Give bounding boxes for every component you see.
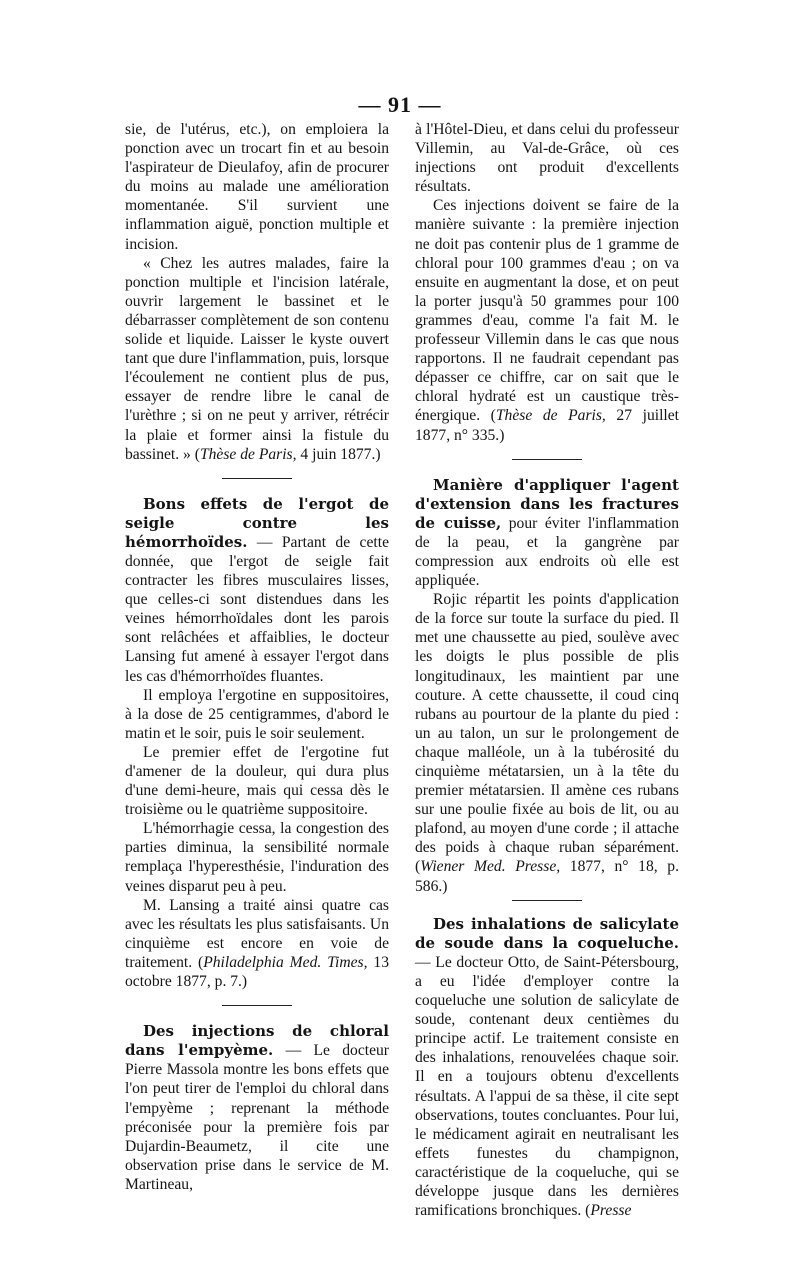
citation-source: Philadelphia Med. Times, [203, 953, 368, 971]
section-divider [512, 459, 582, 460]
citation-source: Presse [590, 1202, 632, 1220]
paragraph [125, 896, 389, 991]
paragraph [415, 196, 679, 444]
paragraph-text: Ces injections doivent se faire de la manière suivante : la première injection ne doit pas contenir plus de 1 gramme de chloral pour 100 grammes d'eau ; on va ensuite en augmentant la dose, et on peut la porter jusqu'à 50 grammes pour 100 grammes d'eau, comme l'a fait M. le professeur Villemin dans le cas que nous rapportons. Il ne faudrait cependant pas dépasser ce chiffre, car on sait que le chloral hydraté est un caustique très-énergique. ( [415, 197, 679, 425]
citation-date: 4 juin 1877.) [296, 445, 381, 463]
section-divider [222, 478, 292, 479]
section-divider [512, 900, 582, 901]
citation-source: Thèse de Paris, [199, 445, 297, 463]
citation-date: 13 octobre 1877, p. 7.) [125, 953, 389, 991]
article-title: Des inhalations de salicylate de soude dans la coqueluche. [415, 914, 679, 952]
article-extension [415, 476, 679, 591]
paragraph-text: M. Lansing a traité ainsi quatre cas avec les résultats les plus satisfaisants. Un cinquième est encore en voie de traitement. ( [125, 896, 389, 971]
article-salicylate [415, 915, 679, 1221]
paragraph: L'hémorrhagie cessa, la congestion des parties diminua, la sensibilité normale remplaça l'hyperesthésie, l'induration des veines disparut peu à peu. [125, 820, 389, 895]
section-divider [222, 1005, 292, 1006]
paragraph-text: Rojic répartit les points d'application de la force sur toute la surface du pied. Il met une chaussette au pied, soulève avec les doigts le plus possible de plis longitudinaux, les maintient par une couture. A cette chaussette, il coud cinq rubans au pourtour de la plante du pied : un au talon, un sur le prolongement de chaque malléole, un à la tubérosité du cinquième métatarsien, un à la tête du premier métatarsien. Il amène ces rubans sur une poulie fixée au bois de lit, ou au plafond, au moyen d'une corde ; il attache des poids à chaque ruban séparément. ( [415, 591, 679, 876]
right-column [415, 120, 679, 1220]
article-text: — Le docteur Otto, de Saint-Pétersbourg, a eu l'idée d'employer contre la coqueluche une solution de salicylate de soude, contenant deux centièmes du principe actif. Le traitement consiste en des inhalations, renouvelées chaque soir. Il en a toujours obtenu d'excellents résultats. A l'appui de sa thèse, il cite sept observations, toutes concluantes. Pour lui, le médicament agirait en neutralisant les effets funestes du champignon, caractéristique de la coqueluche, qui se développe jusque dans les dernières ramifications bronchiques. ( [415, 953, 679, 1220]
paragraph: sie, de l'utérus, etc.), on emploiera la ponction avec un trocart fin et au besoin l'aspirateur de Dieulafoy, afin de procurer du moins au malade une amélioration momentanée. S'il survient une inflammation aiguë, ponction multiple et incision. [125, 121, 389, 253]
article-chloral [125, 1022, 389, 1194]
paragraph: Il employa l'ergotine en suppositoires, à la dose de 25 centigrammes, d'abord le matin et le soir, puis le soir seulement. [125, 686, 389, 742]
left-column [125, 120, 389, 1194]
paragraph-text: « Chez les autres malades, faire la ponction multiple et l'incision latérale, ouvrir largement le bassinet et le débarrasser complètement de son contenu solide et liquide. Laisser le kyste ouvert tant que dure l'inflammation, puis, lorsque l'écoulement ne contient plus de pus, essayer de rendre libre le canal de l'urèthre ; si on ne peut y arriver, rétrécir la plaie et former ainsi la fistule du bassinet. » ( [125, 254, 389, 463]
citation-date: 27 juillet 1877, n° 335.) [415, 407, 679, 444]
citation-source: Wiener Med. Presse, [420, 858, 561, 876]
article-text: — Partant de cette donnée, que l'ergot de seigle fait contracter les fibres musculaires lisses, que celles-ci sont distendues dans les veines hémorrhoïdales dont les parois sont relâchées et affaiblies, le docteur Lansing fut amené à essayer l'ergot dans les cas d'hémorrhoïdes fluantes. [125, 533, 389, 685]
article-title: Des injections de chloral dans l'empyème. [125, 1022, 389, 1060]
article-ergot [125, 495, 389, 686]
paragraph: Le premier effet de l'ergotine fut d'amener de la douleur, qui dura plus d'une demi-heure, mais qui cessa dès le troisième ou le quatrième suppositoire. [125, 743, 389, 819]
citation-date: 1877, n° 18, p. 586.) [415, 858, 680, 895]
article-text: pour éviter l'inflammation de la peau, et la gangrène par compression aux endroits où elle est appliquée. [415, 514, 679, 590]
paragraph-quote [125, 254, 389, 464]
page-number: — 91 — [358, 92, 442, 117]
article-title: Manière d'appliquer l'agent d'extension dans les fractures de cuisse, [415, 475, 679, 532]
paragraph [415, 590, 679, 896]
paragraph: à l'Hôtel-Dieu, et dans celui du professeur Villemin, au Val-de-Grâce, où ces injections ont produit d'excellents résultats. [415, 121, 679, 196]
article-title: Bons effets de l'ergot de seigle contre les hémorrhoïdes. [125, 494, 389, 551]
citation-source: Thèse de Paris, [495, 407, 606, 425]
article-text: — Le docteur Pierre Massola montre les bons effets que l'on peut tirer de l'emploi du chloral dans l'empyème ; reprenant la méthode préconisée pour la première fois par Dujardin-Beaumetz, il cite une observation prise dans le service de M. Martineau, [125, 1042, 389, 1193]
